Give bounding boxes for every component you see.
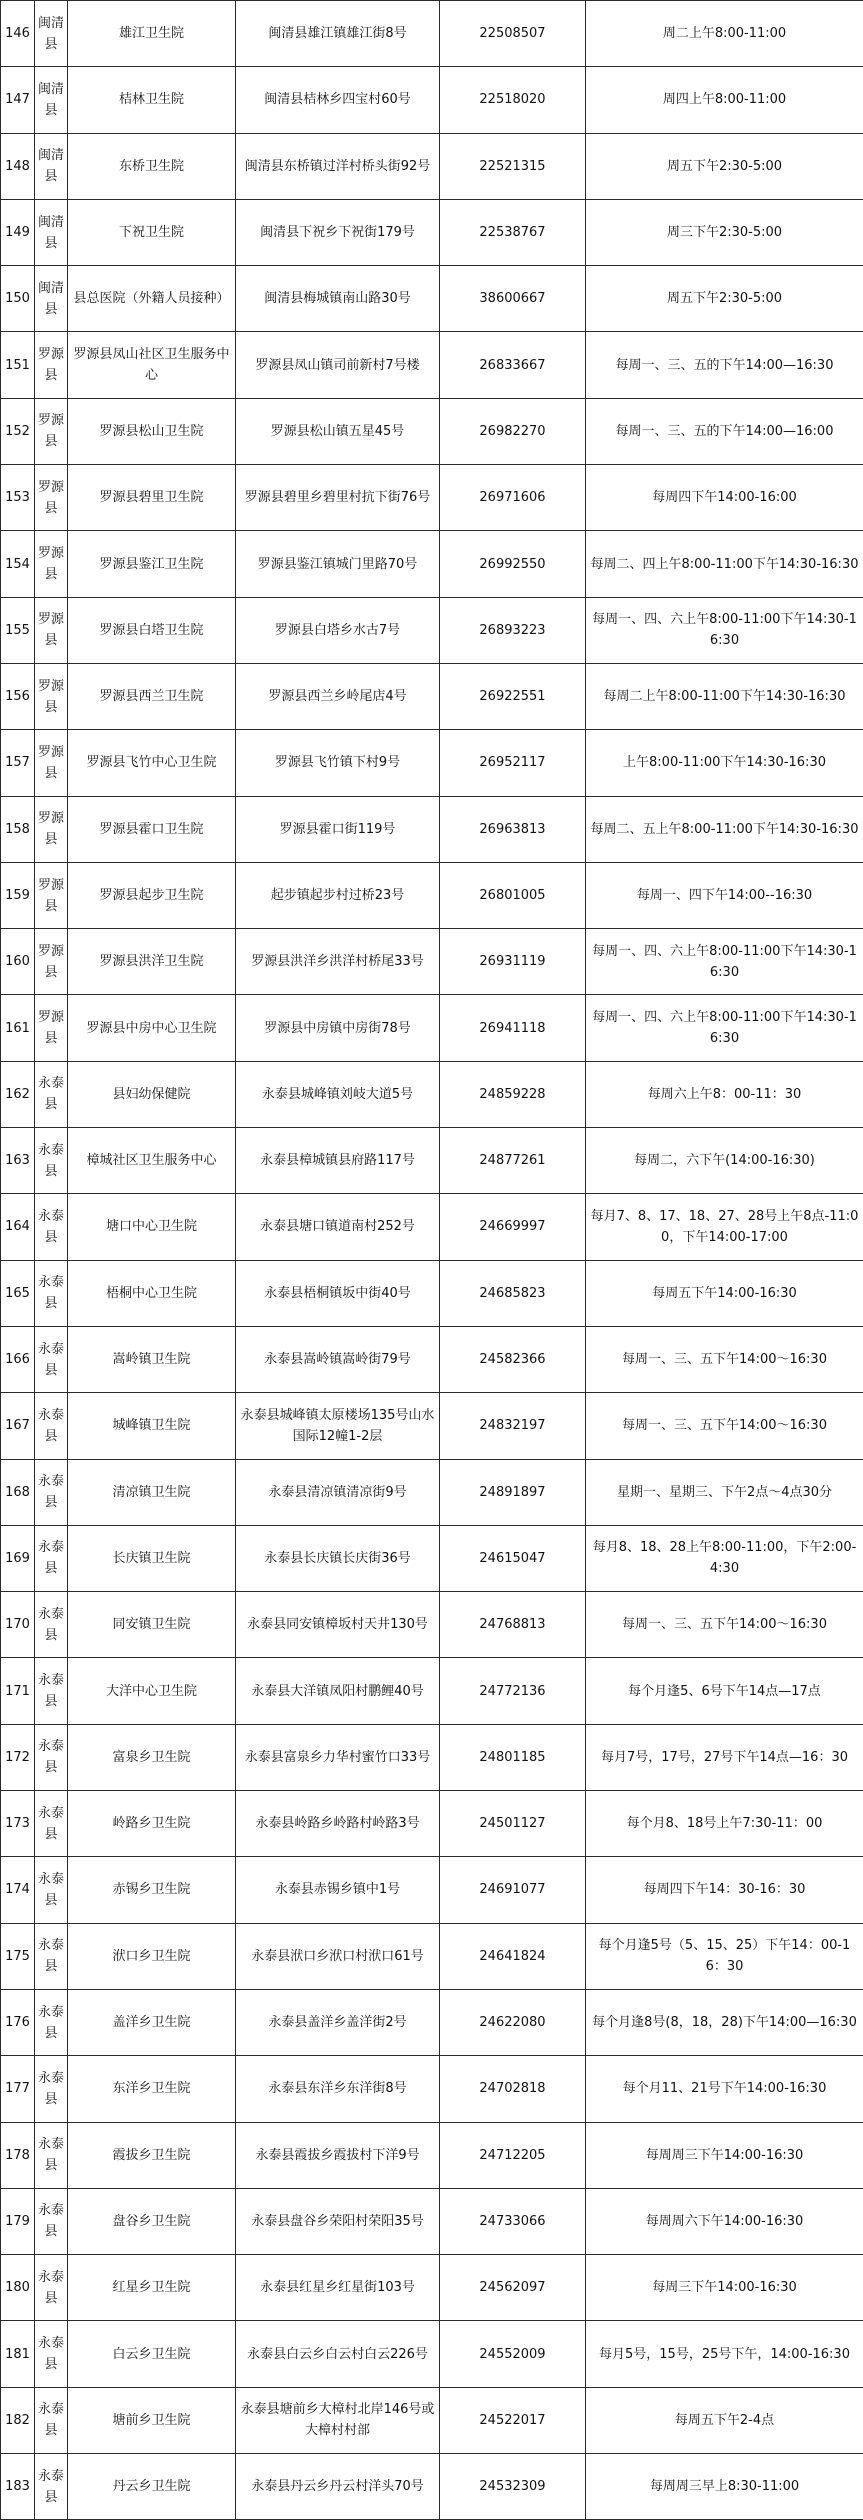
phone-cell: 24733066: [440, 2188, 586, 2254]
row-number-cell: 181: [1, 2321, 35, 2387]
hours-cell: 每周一、四、六上午8:00-11:00下午14:30-16:30: [586, 597, 863, 663]
county-cell: 罗源县: [35, 796, 68, 862]
row-number-cell: 152: [1, 398, 35, 464]
hours-cell: 每周一、四、六上午8:00-11:00下午14:30-16:30: [586, 995, 863, 1061]
clinic-name-cell: 大洋中心卫生院: [68, 1658, 236, 1724]
hours-cell: 每周周六下午14:00-16:30: [586, 2188, 863, 2254]
phone-cell: 24582366: [440, 1326, 586, 1392]
table-row: [1, 663, 863, 729]
phone-cell: 22508507: [440, 1, 586, 67]
hours-cell: 每周一、三、五的下午14:00—16:30: [586, 332, 863, 398]
county-cell: 罗源县: [35, 531, 68, 597]
hours-cell: 每周周三早上8:30-11:00: [586, 2453, 863, 2519]
phone-cell: 24622080: [440, 1989, 586, 2055]
table-row: [1, 995, 863, 1061]
county-cell: 罗源县: [35, 663, 68, 729]
hours-cell: 每周一、三、五的下午14:00—16:00: [586, 398, 863, 464]
phone-cell: 38600667: [440, 266, 586, 332]
clinic-name-cell: 富泉乡卫生院: [68, 1724, 236, 1790]
table-row: [1, 2387, 863, 2453]
address-cell: 罗源县中房镇中房街78号: [236, 995, 440, 1061]
address-cell: 永泰县城峰镇太原楼场135号山水国际12幢1-2层: [236, 1393, 440, 1459]
row-number-cell: 179: [1, 2188, 35, 2254]
table-row: [1, 929, 863, 995]
address-cell: 永泰县岭路乡岭路村岭路3号: [236, 1791, 440, 1857]
hours-cell: 每月7、8、17、18、27、28号上午8点-11:00，下午14:00-17:00: [586, 1194, 863, 1260]
table-row: [1, 398, 863, 464]
phone-cell: 22521315: [440, 133, 586, 199]
row-number-cell: 178: [1, 2122, 35, 2188]
clinic-name-cell: 盘谷乡卫生院: [68, 2188, 236, 2254]
address-cell: 永泰县大洋镇凤阳村鹏鲤40号: [236, 1658, 440, 1724]
row-number-cell: 162: [1, 1061, 35, 1127]
address-cell: 闽清县梅城镇南山路30号: [236, 266, 440, 332]
address-cell: 罗源县飞竹镇下村9号: [236, 730, 440, 796]
county-cell: 永泰县: [35, 1592, 68, 1658]
address-cell: 永泰县东洋乡东洋街8号: [236, 2056, 440, 2122]
table-row: [1, 1724, 863, 1790]
address-cell: 永泰县清凉镇清凉街9号: [236, 1459, 440, 1525]
clinic-name-cell: 赤锡乡卫生院: [68, 1857, 236, 1923]
address-cell: 永泰县赤锡乡镇中1号: [236, 1857, 440, 1923]
county-cell: 罗源县: [35, 730, 68, 796]
hours-cell: 每周一、三、五下午14:00～16:30: [586, 1592, 863, 1658]
clinic-name-cell: 城峰镇卫生院: [68, 1393, 236, 1459]
row-number-cell: 163: [1, 1128, 35, 1194]
county-cell: 永泰县: [35, 1857, 68, 1923]
hours-cell: 每周五下午14:00-16:30: [586, 1260, 863, 1326]
address-cell: 罗源县碧里乡碧里村抗下街76号: [236, 465, 440, 531]
phone-cell: 24768813: [440, 1592, 586, 1658]
table-row: [1, 1061, 863, 1127]
row-number-cell: 164: [1, 1194, 35, 1260]
row-number-cell: 153: [1, 465, 35, 531]
clinic-name-cell: 东桥卫生院: [68, 133, 236, 199]
row-number-cell: 159: [1, 862, 35, 928]
county-cell: 永泰县: [35, 1923, 68, 1989]
county-cell: 永泰县: [35, 2255, 68, 2321]
row-number-cell: 177: [1, 2056, 35, 2122]
table-row: [1, 1194, 863, 1260]
clinic-name-cell: 岭路乡卫生院: [68, 1791, 236, 1857]
row-number-cell: 161: [1, 995, 35, 1061]
row-number-cell: 148: [1, 133, 35, 199]
table-row: [1, 1923, 863, 1989]
clinic-name-cell: 罗源县中房中心卫生院: [68, 995, 236, 1061]
table-row: [1, 2255, 863, 2321]
address-cell: 永泰县塘口镇道南村252号: [236, 1194, 440, 1260]
county-cell: 罗源县: [35, 332, 68, 398]
county-cell: 永泰县: [35, 2453, 68, 2519]
clinic-name-cell: 下祝卫生院: [68, 199, 236, 265]
county-cell: 永泰县: [35, 2321, 68, 2387]
clinic-name-cell: 雄江卫生院: [68, 1, 236, 67]
row-number-cell: 171: [1, 1658, 35, 1724]
phone-cell: 22518020: [440, 67, 586, 133]
county-cell: 永泰县: [35, 1128, 68, 1194]
phone-cell: 26941118: [440, 995, 586, 1061]
table-row: [1, 1260, 863, 1326]
clinic-name-cell: 清凉镇卫生院: [68, 1459, 236, 1525]
address-cell: 闽清县桔林乡四宝村60号: [236, 67, 440, 133]
hours-cell: 每周四下午14:00-16:00: [586, 465, 863, 531]
address-cell: 永泰县洑口乡洑口村洑口61号: [236, 1923, 440, 1989]
clinic-name-cell: 县总医院（外籍人员接种）: [68, 266, 236, 332]
clinic-name-cell: 洑口乡卫生院: [68, 1923, 236, 1989]
hours-cell: 每周二、四上午8:00-11:00下午14:30-16:30: [586, 531, 863, 597]
clinic-name-cell: 东洋乡卫生院: [68, 2056, 236, 2122]
hours-cell: 每个月逢5号（5、15、25）下午14：00-16：30: [586, 1923, 863, 1989]
clinic-name-cell: 桔林卫生院: [68, 67, 236, 133]
county-cell: 闽清县: [35, 67, 68, 133]
address-cell: 永泰县盖洋乡盖洋街2号: [236, 1989, 440, 2055]
table-row: [1, 796, 863, 862]
row-number-cell: 170: [1, 1592, 35, 1658]
address-cell: 罗源县松山镇五星45号: [236, 398, 440, 464]
phone-cell: 24532309: [440, 2453, 586, 2519]
clinic-name-cell: 罗源县霍口卫生院: [68, 796, 236, 862]
address-cell: 闽清县东桥镇过洋村桥头街92号: [236, 133, 440, 199]
table-row: [1, 2056, 863, 2122]
address-cell: 永泰县梧桐镇坂中街40号: [236, 1260, 440, 1326]
hours-cell: 每周二，六下午(14:00-16:30): [586, 1128, 863, 1194]
county-cell: 罗源县: [35, 465, 68, 531]
hours-cell: 每个月11、21号下午14:00-16:30: [586, 2056, 863, 2122]
hours-cell: 周四上午8:00-11:00: [586, 67, 863, 133]
table-row: [1, 1128, 863, 1194]
table-row: [1, 332, 863, 398]
row-number-cell: 160: [1, 929, 35, 995]
hours-cell: 星期一、星期三、下午2点～4点30分: [586, 1459, 863, 1525]
row-number-cell: 151: [1, 332, 35, 398]
county-cell: 罗源县: [35, 597, 68, 663]
row-number-cell: 172: [1, 1724, 35, 1790]
clinic-name-cell: 霞拔乡卫生院: [68, 2122, 236, 2188]
row-number-cell: 169: [1, 1525, 35, 1591]
clinic-name-cell: 梧桐中心卫生院: [68, 1260, 236, 1326]
hours-cell: 每周一、三、五下午14:00～16:30: [586, 1393, 863, 1459]
address-cell: 起步镇起步村过桥23号: [236, 862, 440, 928]
clinic-name-cell: 县妇幼保健院: [68, 1061, 236, 1127]
phone-cell: 26801005: [440, 862, 586, 928]
phone-cell: 26982270: [440, 398, 586, 464]
hours-cell: 每周一、四下午14:00--16:30: [586, 862, 863, 928]
clinic-name-cell: 塘口中心卫生院: [68, 1194, 236, 1260]
address-cell: 永泰县长庆镇长庆街36号: [236, 1525, 440, 1591]
county-cell: 永泰县: [35, 1791, 68, 1857]
hours-cell: 每月7号，17号，27号下午14点—16：30: [586, 1724, 863, 1790]
row-number-cell: 150: [1, 266, 35, 332]
hours-cell: 每个月8、18号上午7:30-11：00: [586, 1791, 863, 1857]
clinic-name-cell: 白云乡卫生院: [68, 2321, 236, 2387]
row-number-cell: 175: [1, 1923, 35, 1989]
county-cell: 永泰县: [35, 2056, 68, 2122]
address-cell: 永泰县嵩岭镇嵩岭街79号: [236, 1326, 440, 1392]
phone-cell: 24859228: [440, 1061, 586, 1127]
phone-cell: 24522017: [440, 2387, 586, 2453]
table-row: [1, 1592, 863, 1658]
county-cell: 永泰县: [35, 1459, 68, 1525]
table-row: [1, 133, 863, 199]
table-row: [1, 1, 863, 67]
phone-cell: 24562097: [440, 2255, 586, 2321]
table-row: [1, 2321, 863, 2387]
address-cell: 永泰县同安镇樟坂村天井130号: [236, 1592, 440, 1658]
phone-cell: 24615047: [440, 1525, 586, 1591]
county-cell: 永泰县: [35, 1525, 68, 1591]
table-row: [1, 597, 863, 663]
table-row: [1, 2122, 863, 2188]
county-cell: 永泰县: [35, 1393, 68, 1459]
table-row: [1, 862, 863, 928]
phone-cell: 24891897: [440, 1459, 586, 1525]
hours-cell: 每个月逢5、6号下午14点—17点: [586, 1658, 863, 1724]
table-row: [1, 465, 863, 531]
phone-cell: 24832197: [440, 1393, 586, 1459]
table-row: [1, 2188, 863, 2254]
county-cell: 永泰县: [35, 2188, 68, 2254]
address-cell: 罗源县白塔乡水古7号: [236, 597, 440, 663]
hours-cell: 每周二、五上午8:00-11:00下午14:30-16:30: [586, 796, 863, 862]
row-number-cell: 157: [1, 730, 35, 796]
hours-cell: 周三下午2:30-5:00: [586, 199, 863, 265]
hours-cell: 周五下午2:30-5:00: [586, 133, 863, 199]
address-cell: 永泰县霞拔乡霞拔村下洋9号: [236, 2122, 440, 2188]
table-row: [1, 1459, 863, 1525]
county-cell: 罗源县: [35, 929, 68, 995]
phone-cell: 26931119: [440, 929, 586, 995]
address-cell: 罗源县西兰乡岭尾店4号: [236, 663, 440, 729]
table-row: [1, 1791, 863, 1857]
phone-cell: 26952117: [440, 730, 586, 796]
clinic-name-cell: 塘前乡卫生院: [68, 2387, 236, 2453]
county-cell: 闽清县: [35, 1, 68, 67]
hours-cell: 每周四下午14：30-16：30: [586, 1857, 863, 1923]
row-number-cell: 147: [1, 67, 35, 133]
row-number-cell: 166: [1, 1326, 35, 1392]
hours-cell: 每周五下午2-4点: [586, 2387, 863, 2453]
row-number-cell: 173: [1, 1791, 35, 1857]
county-cell: 闽清县: [35, 199, 68, 265]
county-cell: 永泰县: [35, 1989, 68, 2055]
phone-cell: 24712205: [440, 2122, 586, 2188]
row-number-cell: 165: [1, 1260, 35, 1326]
address-cell: 永泰县白云乡白云村白云226号: [236, 2321, 440, 2387]
phone-cell: 26963813: [440, 796, 586, 862]
county-cell: 闽清县: [35, 266, 68, 332]
county-cell: 永泰县: [35, 1061, 68, 1127]
county-cell: 罗源县: [35, 995, 68, 1061]
phone-cell: 26922551: [440, 663, 586, 729]
address-cell: 永泰县红星乡红星街103号: [236, 2255, 440, 2321]
hours-cell: 周二上午8:00-11:00: [586, 1, 863, 67]
table-row: [1, 730, 863, 796]
county-cell: 罗源县: [35, 398, 68, 464]
row-number-cell: 154: [1, 531, 35, 597]
row-number-cell: 180: [1, 2255, 35, 2321]
clinic-name-cell: 嵩岭镇卫生院: [68, 1326, 236, 1392]
clinic-name-cell: 红星乡卫生院: [68, 2255, 236, 2321]
county-cell: 永泰县: [35, 1724, 68, 1790]
row-number-cell: 146: [1, 1, 35, 67]
address-cell: 永泰县富泉乡力华村蜜竹口33号: [236, 1724, 440, 1790]
county-cell: 永泰县: [35, 1260, 68, 1326]
county-cell: 闽清县: [35, 133, 68, 199]
row-number-cell: 155: [1, 597, 35, 663]
hours-cell: 每周周三下午14:00-16:30: [586, 2122, 863, 2188]
table-row: [1, 1658, 863, 1724]
row-number-cell: 168: [1, 1459, 35, 1525]
clinic-name-cell: 同安镇卫生院: [68, 1592, 236, 1658]
address-cell: 永泰县塘前乡大樟村北岸146号或大樟村村部: [236, 2387, 440, 2453]
hours-cell: 每周二上午8:00-11:00下午14:30-16:30: [586, 663, 863, 729]
clinic-name-cell: 罗源县起步卫生院: [68, 862, 236, 928]
clinic-name-cell: 罗源县洪洋卫生院: [68, 929, 236, 995]
table-body: [1, 1, 863, 2520]
address-cell: 永泰县盘谷乡荣阳村荣阳35号: [236, 2188, 440, 2254]
phone-cell: 24669997: [440, 1194, 586, 1260]
clinic-name-cell: 罗源县凤山社区卫生服务中心: [68, 332, 236, 398]
table-row: [1, 1989, 863, 2055]
phone-cell: 26833667: [440, 332, 586, 398]
county-cell: 永泰县: [35, 1658, 68, 1724]
phone-cell: 24641824: [440, 1923, 586, 1989]
clinic-name-cell: 盖洋乡卫生院: [68, 1989, 236, 2055]
address-cell: 永泰县城峰镇刘岐大道5号: [236, 1061, 440, 1127]
phone-cell: 24772136: [440, 1658, 586, 1724]
row-number-cell: 167: [1, 1393, 35, 1459]
clinic-name-cell: 罗源县白塔卫生院: [68, 597, 236, 663]
address-cell: 闽清县下祝乡下祝街179号: [236, 199, 440, 265]
phone-cell: 24501127: [440, 1791, 586, 1857]
phone-cell: 24702818: [440, 2056, 586, 2122]
row-number-cell: 176: [1, 1989, 35, 2055]
phone-cell: 26893223: [440, 597, 586, 663]
hours-cell: 周五下午2:30-5:00: [586, 266, 863, 332]
address-cell: 永泰县樟城镇县府路117号: [236, 1128, 440, 1194]
row-number-cell: 149: [1, 199, 35, 265]
phone-cell: 24552009: [440, 2321, 586, 2387]
clinic-name-cell: 罗源县飞竹中心卫生院: [68, 730, 236, 796]
table-row: [1, 1857, 863, 1923]
address-cell: 罗源县凤山镇司前新村7号楼: [236, 332, 440, 398]
clinic-name-cell: 长庆镇卫生院: [68, 1525, 236, 1591]
clinic-name-cell: 樟城社区卫生服务中心: [68, 1128, 236, 1194]
table-row: [1, 1326, 863, 1392]
address-cell: 永泰县丹云乡丹云村洋头70号: [236, 2453, 440, 2519]
phone-cell: 24801185: [440, 1724, 586, 1790]
county-cell: 永泰县: [35, 2122, 68, 2188]
address-cell: 罗源县鉴江镇城门里路70号: [236, 531, 440, 597]
address-cell: 罗源县霍口街119号: [236, 796, 440, 862]
county-cell: 永泰县: [35, 1326, 68, 1392]
table-row: [1, 1393, 863, 1459]
hours-cell: 每月8、18、28上午8:00-11:00，下午2:00-4:30: [586, 1525, 863, 1591]
county-cell: 永泰县: [35, 1194, 68, 1260]
address-cell: 闽清县雄江镇雄江街8号: [236, 1, 440, 67]
phone-cell: 22538767: [440, 199, 586, 265]
clinic-name-cell: 罗源县鉴江卫生院: [68, 531, 236, 597]
table-row: [1, 266, 863, 332]
phone-cell: 26992550: [440, 531, 586, 597]
county-cell: 永泰县: [35, 2387, 68, 2453]
county-cell: 罗源县: [35, 862, 68, 928]
row-number-cell: 156: [1, 663, 35, 729]
hours-cell: 每周六上午8：00-11：30: [586, 1061, 863, 1127]
phone-cell: 24877261: [440, 1128, 586, 1194]
hours-cell: 每周一、四、六上午8:00-11:00下午14:30-16:30: [586, 929, 863, 995]
phone-cell: 24691077: [440, 1857, 586, 1923]
hours-cell: 上午8:00-11:00下午14:30-16:30: [586, 730, 863, 796]
row-number-cell: 158: [1, 796, 35, 862]
phone-cell: 26971606: [440, 465, 586, 531]
table-row: [1, 531, 863, 597]
clinic-name-cell: 罗源县西兰卫生院: [68, 663, 236, 729]
address-cell: 罗源县洪洋乡洪洋村桥尾33号: [236, 929, 440, 995]
table-row: [1, 2453, 863, 2519]
hours-cell: 每周三下午14:00-16:30: [586, 2255, 863, 2321]
table-row: [1, 199, 863, 265]
table-row: [1, 1525, 863, 1591]
phone-cell: 24685823: [440, 1260, 586, 1326]
row-number-cell: 182: [1, 2387, 35, 2453]
hours-cell: 每个月逢8号(8，18，28)下午14:00—16:30: [586, 1989, 863, 2055]
row-number-cell: 174: [1, 1857, 35, 1923]
table-row: [1, 67, 863, 133]
hours-cell: 每月5号，15号，25号下午，14:00-16:30: [586, 2321, 863, 2387]
clinic-name-cell: 罗源县松山卫生院: [68, 398, 236, 464]
hours-cell: 每周一、三、五下午14:00～16:30: [586, 1326, 863, 1392]
clinic-name-cell: 丹云乡卫生院: [68, 2453, 236, 2519]
row-number-cell: 183: [1, 2453, 35, 2519]
clinic-name-cell: 罗源县碧里卫生院: [68, 465, 236, 531]
